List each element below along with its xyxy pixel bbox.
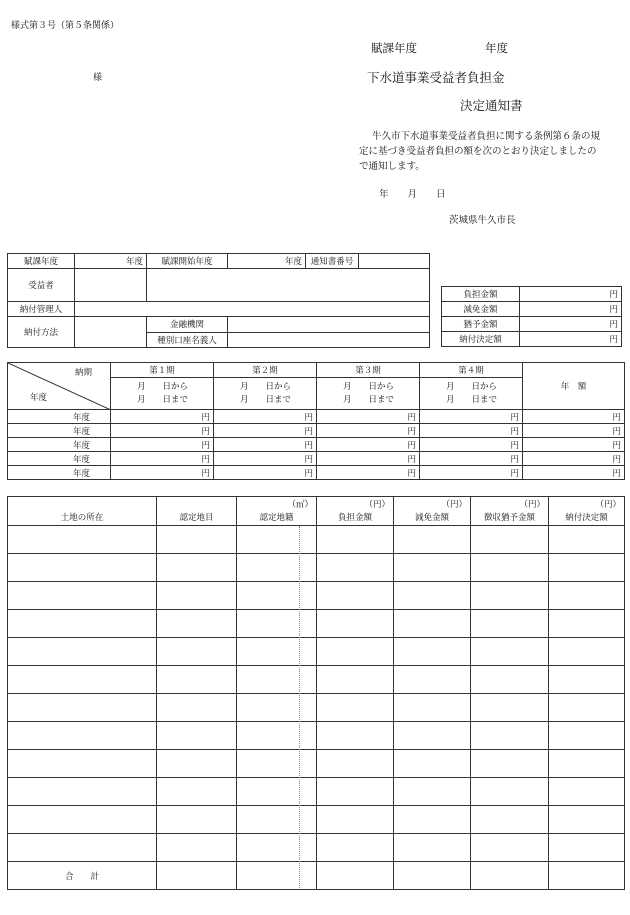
period-row-yen: 円 <box>523 438 625 452</box>
deferral-amount-label: 猶予金額 <box>442 317 520 332</box>
body-line-3: で通知します。 <box>359 161 425 172</box>
document-title-line2: 決定通知書 <box>460 98 523 113</box>
period-4-dates <box>420 378 523 410</box>
period-1-from: 月 日から <box>137 381 189 392</box>
period-4-to: 月 日まで <box>446 394 498 405</box>
reduction-amount-unit: 円 <box>520 302 622 317</box>
reduction-amount-label: 減免金額 <box>442 302 520 317</box>
period-row-yen: 円 <box>523 452 625 466</box>
period-2-dates <box>214 378 317 410</box>
payment-decision-label: 納付決定額 <box>442 332 520 347</box>
period-row-yen: 円 <box>317 452 420 466</box>
notice-number-header: 通知書番号 <box>306 254 359 269</box>
period-4-from: 月 日から <box>446 381 498 392</box>
period-row-yen: 円 <box>214 438 317 452</box>
period-row-yen: 円 <box>523 410 625 424</box>
land-area-unit: （㎡） <box>287 500 313 510</box>
burden-amount-col-label: 負担金額 <box>337 513 372 523</box>
body-line-2: 定に基づき受益者負担の額を次のとおり決定しましたの <box>359 146 597 157</box>
land-category-header: 認定地目 <box>157 497 237 526</box>
period-row-yen: 円 <box>111 410 214 424</box>
period-3-from: 月 日から <box>343 381 395 392</box>
land-row <box>8 778 625 806</box>
period-row-yen: 円 <box>214 452 317 466</box>
tax-year-header: 賦課年度 <box>8 254 75 269</box>
payment-decision-unit: 円 <box>520 332 622 347</box>
period-row-yen: 円 <box>317 424 420 438</box>
deferral-amount-unit: 円 <box>520 317 622 332</box>
period-row-yen: 円 <box>420 424 523 438</box>
period-4-header: 第４期 <box>420 363 523 378</box>
burden-amount-unit: 円 <box>520 287 622 302</box>
period-3-header: 第３期 <box>317 363 420 378</box>
start-year-value: 年度 <box>228 254 306 269</box>
land-row <box>8 750 625 778</box>
tax-year-unit: 年度 <box>485 41 508 55</box>
period-3-dates <box>317 378 420 410</box>
payment-manager-header: 納付管理人 <box>8 302 75 317</box>
land-row <box>8 526 625 554</box>
payment-manager-value <box>75 302 430 317</box>
period-row-year: 年度 <box>8 452 111 466</box>
start-year-header: 賦課開始年度 <box>147 254 228 269</box>
period-row <box>8 424 625 438</box>
period-row-year: 年度 <box>8 466 111 480</box>
land-row <box>8 834 625 862</box>
period-row-yen: 円 <box>214 466 317 480</box>
period-1-dates <box>111 378 214 410</box>
corner-diagonal <box>8 363 111 410</box>
land-row <box>8 722 625 750</box>
period-row-yen: 円 <box>317 438 420 452</box>
period-row <box>8 410 625 424</box>
period-row-yen: 円 <box>317 466 420 480</box>
period-row-yen: 円 <box>111 452 214 466</box>
payment-method-header: 納付方法 <box>8 317 75 348</box>
period-row-yen: 円 <box>523 424 625 438</box>
tax-year-label: 賦課年度 <box>371 41 417 55</box>
beneficiary-value <box>147 269 430 302</box>
land-table <box>7 496 625 890</box>
period-2-header: 第２期 <box>214 363 317 378</box>
bank-header: 金融機関 <box>147 317 228 333</box>
amount-table <box>441 286 622 347</box>
land-row <box>8 694 625 722</box>
document-title-line1: 下水道事業受益者負担金 <box>367 70 505 85</box>
period-row-yen: 円 <box>420 452 523 466</box>
land-area-header <box>237 497 317 526</box>
period-row-year: 年度 <box>8 424 111 438</box>
land-row <box>8 666 625 694</box>
total-row <box>8 862 625 890</box>
land-location-header: 土地の所在 <box>8 497 157 526</box>
period-corner-cell <box>8 363 111 410</box>
land-row <box>8 610 625 638</box>
corner-bottom-label: 年度 <box>30 393 48 403</box>
deferral-amount-col-label: 徴収猶予金額 <box>483 513 535 523</box>
period-row-year: 年度 <box>8 438 111 452</box>
period-row-yen: 円 <box>523 466 625 480</box>
period-1-header: 第１期 <box>111 363 214 378</box>
info-table <box>7 253 430 348</box>
period-row <box>8 452 625 466</box>
period-1-to: 月 日まで <box>137 394 189 405</box>
period-2-to: 月 日まで <box>240 394 292 405</box>
land-area-dotted-divider <box>299 526 300 888</box>
land-row <box>8 638 625 666</box>
period-table <box>7 362 625 480</box>
period-row-year: 年度 <box>8 410 111 424</box>
reduction-amount-header <box>394 497 471 526</box>
bank-value <box>228 317 430 333</box>
period-row-yen: 円 <box>420 466 523 480</box>
body-line-1: 牛久市下水道事業受益者負担に関する条例第６条の規 <box>372 131 601 142</box>
payment-decision-header <box>549 497 625 526</box>
beneficiary-cell <box>75 269 147 302</box>
account-value <box>228 332 430 348</box>
issuer: 茨城県牛久市長 <box>449 215 516 226</box>
period-row-yen: 円 <box>420 438 523 452</box>
corner-top-label: 納期 <box>74 368 92 378</box>
land-row <box>8 554 625 582</box>
period-row-yen: 円 <box>214 410 317 424</box>
period-row <box>8 438 625 452</box>
annual-amount-header: 年 額 <box>523 363 625 410</box>
deferral-amount-header <box>471 497 549 526</box>
period-2-from: 月 日から <box>240 381 292 392</box>
beneficiary-header: 受益者 <box>8 269 75 302</box>
land-area-label: 認定地籍 <box>259 513 294 523</box>
form-number: 様式第３号（第５条関係） <box>11 21 120 31</box>
burden-amount-header <box>317 497 394 526</box>
deferral-amount-unit-label: （円） <box>519 500 545 510</box>
issue-date: 年 月 日 <box>379 189 446 200</box>
period-row <box>8 466 625 480</box>
burden-amount-unit-label: （円） <box>364 500 390 510</box>
burden-amount-label: 負担金額 <box>442 287 520 302</box>
honorific: 様 <box>93 73 103 83</box>
period-row-yen: 円 <box>111 424 214 438</box>
payment-decision-unit-label: （円） <box>595 500 621 510</box>
land-row <box>8 806 625 834</box>
period-row-yen: 円 <box>111 438 214 452</box>
reduction-amount-unit-label: （円） <box>441 500 467 510</box>
reduction-amount-col-label: 減免金額 <box>414 513 449 523</box>
tax-year-value: 年度 <box>75 254 147 269</box>
period-row-yen: 円 <box>111 466 214 480</box>
payment-decision-col-label: 納付決定額 <box>565 513 608 523</box>
land-row <box>8 582 625 610</box>
period-row-yen: 円 <box>214 424 317 438</box>
period-row-yen: 円 <box>420 410 523 424</box>
notice-number-value <box>359 254 430 269</box>
total-label: 合 計 <box>8 862 157 890</box>
payment-method-value <box>75 317 147 348</box>
period-3-to: 月 日まで <box>343 394 395 405</box>
account-header: 種別口座名義人 <box>147 332 228 348</box>
period-row-yen: 円 <box>317 410 420 424</box>
